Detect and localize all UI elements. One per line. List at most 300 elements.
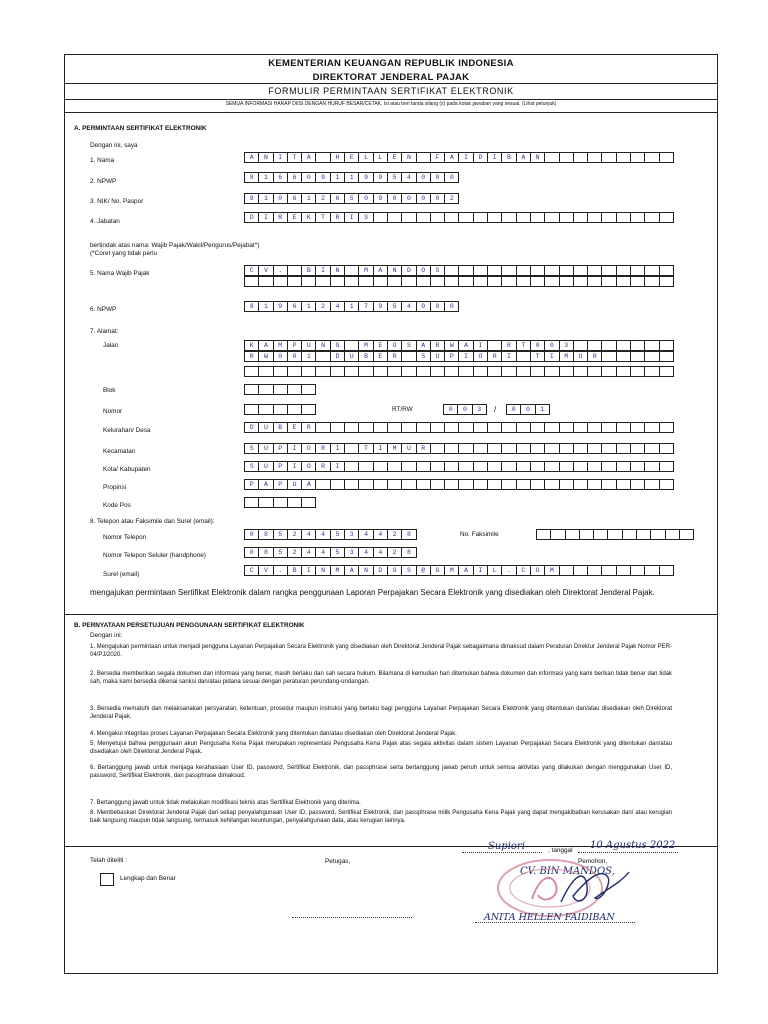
street-grid-3[interactable] [244, 366, 673, 377]
char-cell[interactable]: N [258, 152, 273, 163]
char-cell[interactable]: 0 [520, 404, 535, 415]
char-cell[interactable]: N [330, 265, 345, 276]
char-cell[interactable]: O [530, 565, 545, 576]
char-cell[interactable] [315, 351, 330, 362]
char-cell[interactable] [587, 422, 602, 433]
char-cell[interactable]: I [501, 351, 516, 362]
char-cell[interactable]: 8 [258, 529, 273, 540]
char-cell[interactable]: C [244, 565, 259, 576]
char-cell[interactable]: 0 [416, 193, 431, 204]
char-cell[interactable]: U [258, 461, 273, 472]
char-cell[interactable] [501, 265, 516, 276]
char-cell[interactable] [630, 351, 645, 362]
char-cell[interactable] [616, 340, 631, 351]
wp-name-grid-1[interactable] [244, 265, 673, 276]
char-cell[interactable] [315, 479, 330, 490]
char-cell[interactable]: D [244, 422, 259, 433]
char-cell[interactable] [601, 276, 616, 287]
char-cell[interactable]: E [387, 152, 402, 163]
char-cell[interactable] [659, 565, 674, 576]
char-cell[interactable] [258, 404, 273, 415]
char-cell[interactable] [530, 276, 545, 287]
char-cell[interactable] [644, 351, 659, 362]
char-cell[interactable]: 0 [358, 193, 373, 204]
char-cell[interactable] [601, 479, 616, 490]
char-cell[interactable]: 9 [315, 172, 330, 183]
char-cell[interactable] [573, 479, 588, 490]
char-cell[interactable] [644, 265, 659, 276]
char-cell[interactable]: P [273, 443, 288, 454]
char-cell[interactable]: B [273, 422, 288, 433]
char-cell[interactable] [573, 340, 588, 351]
char-cell[interactable]: . [273, 265, 288, 276]
char-cell[interactable]: 2 [315, 301, 330, 312]
char-cell[interactable] [659, 422, 674, 433]
char-cell[interactable] [501, 461, 516, 472]
char-cell[interactable] [315, 152, 330, 163]
char-cell[interactable] [473, 422, 488, 433]
char-cell[interactable] [530, 422, 545, 433]
char-cell[interactable]: 0 [387, 193, 402, 204]
char-cell[interactable] [579, 529, 594, 540]
char-cell[interactable]: E [287, 212, 302, 223]
char-cell[interactable] [387, 366, 402, 377]
char-cell[interactable] [430, 443, 445, 454]
char-cell[interactable] [659, 212, 674, 223]
char-cell[interactable] [487, 443, 502, 454]
char-cell[interactable] [616, 479, 631, 490]
char-cell[interactable] [358, 276, 373, 287]
char-cell[interactable] [630, 340, 645, 351]
char-cell[interactable] [559, 479, 574, 490]
char-cell[interactable] [487, 366, 502, 377]
char-cell[interactable]: E [373, 340, 388, 351]
char-cell[interactable]: 6 [330, 193, 345, 204]
char-cell[interactable] [616, 461, 631, 472]
char-cell[interactable] [273, 497, 288, 508]
char-cell[interactable] [516, 443, 531, 454]
char-cell[interactable]: 1 [301, 193, 316, 204]
char-cell[interactable]: 5 [273, 529, 288, 540]
char-cell[interactable] [430, 422, 445, 433]
char-cell[interactable] [544, 265, 559, 276]
char-cell[interactable] [559, 152, 574, 163]
char-cell[interactable]: 0 [401, 193, 416, 204]
char-cell[interactable]: A [301, 152, 316, 163]
char-cell[interactable]: U [287, 479, 302, 490]
char-cell[interactable]: D [373, 565, 388, 576]
char-cell[interactable]: M [387, 443, 402, 454]
char-cell[interactable]: 4 [401, 301, 416, 312]
char-cell[interactable] [315, 366, 330, 377]
char-cell[interactable]: 5 [344, 193, 359, 204]
char-cell[interactable] [373, 479, 388, 490]
char-cell[interactable]: 9 [373, 301, 388, 312]
fax-grid[interactable] [536, 529, 693, 540]
char-cell[interactable] [416, 366, 431, 377]
char-cell[interactable] [544, 212, 559, 223]
mobile-grid[interactable] [244, 547, 416, 558]
char-cell[interactable] [430, 366, 445, 377]
char-cell[interactable] [444, 422, 459, 433]
char-cell[interactable] [601, 212, 616, 223]
char-cell[interactable]: S [401, 565, 416, 576]
char-cell[interactable]: A [258, 340, 273, 351]
char-cell[interactable]: 4 [358, 529, 373, 540]
char-cell[interactable] [630, 265, 645, 276]
char-cell[interactable] [458, 265, 473, 276]
char-cell[interactable]: P [244, 479, 259, 490]
char-cell[interactable] [544, 461, 559, 472]
char-cell[interactable]: P [273, 479, 288, 490]
char-cell[interactable]: W [444, 340, 459, 351]
char-cell[interactable] [315, 276, 330, 287]
char-cell[interactable]: D [401, 265, 416, 276]
char-cell[interactable] [487, 479, 502, 490]
char-cell[interactable] [601, 351, 616, 362]
char-cell[interactable]: U [258, 443, 273, 454]
char-cell[interactable]: U [573, 351, 588, 362]
char-cell[interactable]: R [587, 351, 602, 362]
char-cell[interactable] [587, 443, 602, 454]
char-cell[interactable] [358, 422, 373, 433]
char-cell[interactable]: 8 [258, 547, 273, 558]
char-cell[interactable]: B [301, 265, 316, 276]
char-cell[interactable] [516, 461, 531, 472]
char-cell[interactable]: A [458, 565, 473, 576]
char-cell[interactable] [473, 443, 488, 454]
char-cell[interactable]: 1 [301, 301, 316, 312]
char-cell[interactable]: S [401, 340, 416, 351]
char-cell[interactable] [530, 265, 545, 276]
char-cell[interactable] [659, 276, 674, 287]
char-cell[interactable] [473, 461, 488, 472]
char-cell[interactable] [559, 443, 574, 454]
char-cell[interactable] [444, 366, 459, 377]
char-cell[interactable] [244, 276, 259, 287]
char-cell[interactable] [287, 366, 302, 377]
char-cell[interactable]: 1 [330, 172, 345, 183]
char-cell[interactable]: C [244, 265, 259, 276]
char-cell[interactable]: R [487, 351, 502, 362]
char-cell[interactable] [587, 265, 602, 276]
char-cell[interactable] [244, 404, 259, 415]
char-cell[interactable] [273, 404, 288, 415]
char-cell[interactable] [387, 422, 402, 433]
char-cell[interactable] [659, 443, 674, 454]
char-cell[interactable] [544, 443, 559, 454]
char-cell[interactable] [616, 366, 631, 377]
char-cell[interactable] [258, 497, 273, 508]
char-cell[interactable] [630, 422, 645, 433]
char-cell[interactable]: 0 [273, 351, 288, 362]
char-cell[interactable]: 2 [287, 529, 302, 540]
char-cell[interactable]: N [387, 265, 402, 276]
char-cell[interactable]: L [358, 152, 373, 163]
char-cell[interactable]: R [244, 351, 259, 362]
char-cell[interactable]: A [373, 265, 388, 276]
char-cell[interactable] [416, 152, 431, 163]
char-cell[interactable] [387, 276, 402, 287]
char-cell[interactable] [601, 265, 616, 276]
char-cell[interactable]: 1 [258, 301, 273, 312]
char-cell[interactable] [401, 276, 416, 287]
char-cell[interactable]: 4 [315, 547, 330, 558]
char-cell[interactable]: L [487, 565, 502, 576]
char-cell[interactable] [458, 479, 473, 490]
char-cell[interactable] [401, 212, 416, 223]
char-cell[interactable] [501, 212, 516, 223]
kota-grid[interactable] [244, 461, 673, 472]
char-cell[interactable] [544, 422, 559, 433]
char-cell[interactable]: R [315, 461, 330, 472]
char-cell[interactable]: M [358, 340, 373, 351]
char-cell[interactable] [616, 422, 631, 433]
char-cell[interactable] [358, 461, 373, 472]
char-cell[interactable] [444, 265, 459, 276]
char-cell[interactable]: 2 [315, 193, 330, 204]
char-cell[interactable]: 3 [559, 340, 574, 351]
char-cell[interactable]: A [416, 340, 431, 351]
char-cell[interactable] [573, 212, 588, 223]
char-cell[interactable]: G [330, 340, 345, 351]
char-cell[interactable]: V [258, 565, 273, 576]
char-cell[interactable] [516, 265, 531, 276]
char-cell[interactable]: 5 [387, 301, 402, 312]
char-cell[interactable]: 0 [287, 351, 302, 362]
char-cell[interactable] [501, 479, 516, 490]
char-cell[interactable]: 0 [273, 193, 288, 204]
char-cell[interactable]: D [244, 212, 259, 223]
char-cell[interactable] [244, 497, 259, 508]
char-cell[interactable]: T [287, 152, 302, 163]
char-cell[interactable]: A [301, 479, 316, 490]
char-cell[interactable] [665, 529, 680, 540]
char-cell[interactable]: U [401, 443, 416, 454]
name-grid[interactable] [244, 152, 673, 163]
char-cell[interactable]: V [258, 265, 273, 276]
char-cell[interactable] [258, 366, 273, 377]
char-cell[interactable]: O [473, 351, 488, 362]
char-cell[interactable] [650, 529, 665, 540]
char-cell[interactable]: 0 [244, 547, 259, 558]
char-cell[interactable] [344, 422, 359, 433]
char-cell[interactable]: 0 [244, 529, 259, 540]
char-cell[interactable]: M [559, 351, 574, 362]
char-cell[interactable]: S [430, 265, 445, 276]
char-cell[interactable] [501, 276, 516, 287]
char-cell[interactable]: I [458, 351, 473, 362]
char-cell[interactable] [644, 152, 659, 163]
char-cell[interactable]: 0 [457, 404, 472, 415]
char-cell[interactable]: P [287, 340, 302, 351]
char-cell[interactable]: 0 [301, 172, 316, 183]
char-cell[interactable] [616, 565, 631, 576]
char-cell[interactable] [644, 479, 659, 490]
char-cell[interactable]: 2 [387, 529, 402, 540]
char-cell[interactable]: K [244, 340, 259, 351]
char-cell[interactable]: 9 [373, 172, 388, 183]
char-cell[interactable] [616, 351, 631, 362]
char-cell[interactable]: 0 [430, 301, 445, 312]
char-cell[interactable] [644, 565, 659, 576]
char-cell[interactable] [330, 479, 345, 490]
char-cell[interactable] [587, 565, 602, 576]
char-cell[interactable] [401, 461, 416, 472]
char-cell[interactable] [659, 351, 674, 362]
blok-grid[interactable] [244, 384, 315, 395]
char-cell[interactable]: G [430, 565, 445, 576]
char-cell[interactable] [601, 340, 616, 351]
char-cell[interactable] [559, 212, 574, 223]
char-cell[interactable]: 1 [344, 172, 359, 183]
char-cell[interactable] [287, 497, 302, 508]
char-cell[interactable] [444, 479, 459, 490]
char-cell[interactable]: . [501, 565, 516, 576]
char-cell[interactable] [559, 276, 574, 287]
char-cell[interactable]: N [315, 340, 330, 351]
char-cell[interactable] [416, 422, 431, 433]
char-cell[interactable]: 5 [273, 547, 288, 558]
char-cell[interactable]: N [530, 152, 545, 163]
char-cell[interactable]: R [330, 212, 345, 223]
char-cell[interactable] [373, 422, 388, 433]
street-grid-1[interactable] [244, 340, 673, 351]
char-cell[interactable]: 2 [387, 547, 402, 558]
kecamatan-grid[interactable] [244, 443, 673, 454]
char-cell[interactable]: L [373, 152, 388, 163]
char-cell[interactable] [358, 479, 373, 490]
char-cell[interactable]: O [301, 443, 316, 454]
char-cell[interactable]: 1 [258, 172, 273, 183]
char-cell[interactable] [516, 212, 531, 223]
street-grid-2[interactable] [244, 351, 673, 362]
char-cell[interactable] [622, 529, 637, 540]
char-cell[interactable]: O [416, 265, 431, 276]
char-cell[interactable]: 0 [416, 172, 431, 183]
char-cell[interactable]: 9 [273, 301, 288, 312]
char-cell[interactable] [659, 366, 674, 377]
char-cell[interactable]: 8 [244, 172, 259, 183]
char-cell[interactable] [287, 404, 302, 415]
char-cell[interactable] [458, 276, 473, 287]
char-cell[interactable] [616, 212, 631, 223]
char-cell[interactable]: 0 [430, 193, 445, 204]
char-cell[interactable] [601, 422, 616, 433]
char-cell[interactable]: U [430, 351, 445, 362]
char-cell[interactable] [401, 366, 416, 377]
char-cell[interactable] [659, 479, 674, 490]
char-cell[interactable]: A [458, 340, 473, 351]
char-cell[interactable] [516, 276, 531, 287]
nik-grid[interactable] [244, 193, 458, 204]
char-cell[interactable] [559, 366, 574, 377]
char-cell[interactable] [530, 479, 545, 490]
char-cell[interactable]: 4 [358, 547, 373, 558]
char-cell[interactable] [501, 443, 516, 454]
char-cell[interactable] [644, 276, 659, 287]
char-cell[interactable] [301, 497, 316, 508]
char-cell[interactable]: I [330, 443, 345, 454]
char-cell[interactable]: N [358, 565, 373, 576]
char-cell[interactable] [458, 212, 473, 223]
char-cell[interactable]: R [315, 443, 330, 454]
char-cell[interactable] [387, 461, 402, 472]
char-cell[interactable] [530, 461, 545, 472]
char-cell[interactable] [287, 276, 302, 287]
char-cell[interactable] [373, 366, 388, 377]
char-cell[interactable] [387, 479, 402, 490]
char-cell[interactable]: 1 [344, 301, 359, 312]
char-cell[interactable] [473, 276, 488, 287]
char-cell[interactable] [530, 443, 545, 454]
char-cell[interactable] [536, 529, 551, 540]
char-cell[interactable] [473, 366, 488, 377]
char-cell[interactable] [487, 265, 502, 276]
char-cell[interactable]: E [287, 422, 302, 433]
char-cell[interactable]: S [244, 443, 259, 454]
char-cell[interactable]: R [273, 212, 288, 223]
char-cell[interactable] [458, 461, 473, 472]
char-cell[interactable] [301, 384, 316, 395]
char-cell[interactable]: 1 [258, 193, 273, 204]
char-cell[interactable] [430, 461, 445, 472]
char-cell[interactable] [607, 529, 622, 540]
char-cell[interactable] [344, 461, 359, 472]
char-cell[interactable] [601, 152, 616, 163]
char-cell[interactable] [587, 340, 602, 351]
char-cell[interactable] [358, 366, 373, 377]
char-cell[interactable] [601, 565, 616, 576]
char-cell[interactable] [544, 276, 559, 287]
char-cell[interactable] [630, 565, 645, 576]
char-cell[interactable] [659, 340, 674, 351]
char-cell[interactable] [273, 276, 288, 287]
char-cell[interactable] [573, 276, 588, 287]
char-cell[interactable] [573, 565, 588, 576]
nomor-grid[interactable] [244, 404, 315, 415]
char-cell[interactable]: I [458, 152, 473, 163]
char-cell[interactable] [659, 461, 674, 472]
char-cell[interactable] [587, 276, 602, 287]
char-cell[interactable] [444, 443, 459, 454]
char-cell[interactable]: I [301, 565, 316, 576]
char-cell[interactable] [530, 366, 545, 377]
char-cell[interactable]: I [487, 152, 502, 163]
char-cell[interactable]: 5 [330, 529, 345, 540]
char-cell[interactable] [573, 366, 588, 377]
char-cell[interactable]: E [373, 351, 388, 362]
char-cell[interactable]: 6 [287, 301, 302, 312]
char-cell[interactable]: I [373, 443, 388, 454]
char-cell[interactable]: @ [416, 565, 431, 576]
char-cell[interactable]: 6 [287, 172, 302, 183]
char-cell[interactable] [330, 422, 345, 433]
char-cell[interactable]: A [444, 152, 459, 163]
char-cell[interactable] [487, 212, 502, 223]
char-cell[interactable] [444, 276, 459, 287]
char-cell[interactable]: T [530, 351, 545, 362]
char-cell[interactable] [679, 529, 694, 540]
char-cell[interactable] [516, 351, 531, 362]
char-cell[interactable] [601, 443, 616, 454]
char-cell[interactable] [301, 276, 316, 287]
char-cell[interactable] [644, 422, 659, 433]
char-cell[interactable] [344, 479, 359, 490]
char-cell[interactable]: 0 [430, 172, 445, 183]
char-cell[interactable] [630, 479, 645, 490]
char-cell[interactable]: I [287, 443, 302, 454]
